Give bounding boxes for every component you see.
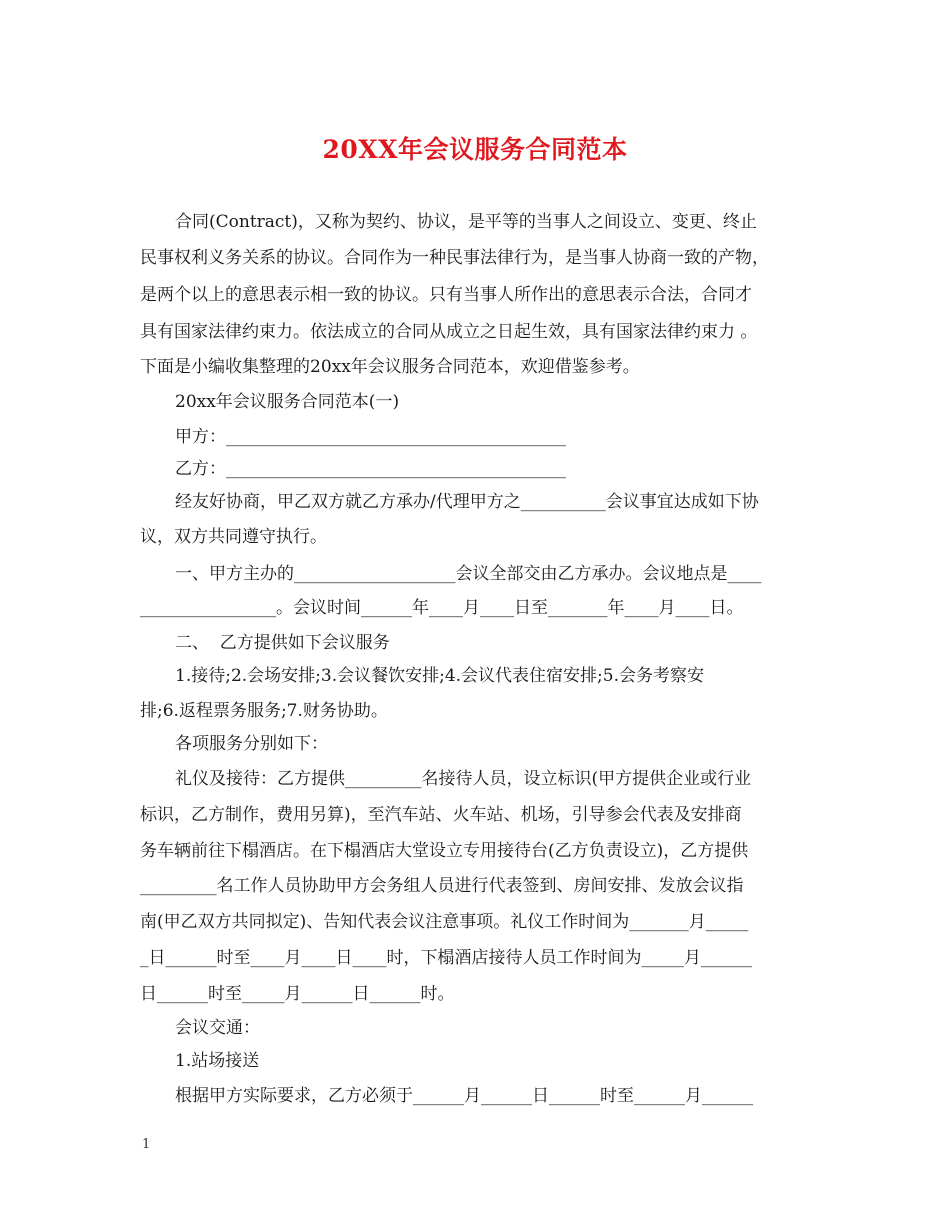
text-line: 标识，乙方制作，费用另算)，至汽车站、火车站、机场，引导参会代表及安排商 xyxy=(140,805,742,825)
text-line: ________________。会议时间______年____月____日至_______年____月____日。 xyxy=(140,598,744,618)
section-heading: 会议交通： xyxy=(175,1018,260,1038)
text-line: 经友好协商，甲乙双方就乙方承办/代理甲方之__________会议事宜达成如下协 xyxy=(175,492,759,512)
page-number: 1 xyxy=(142,1137,151,1152)
text-line: 合同(Contract)，又称为契约、协议，是平等的当事人之间设立、变更、终止 xyxy=(175,212,757,232)
text-line: 1.接待;2.会场安排;3.会议餐饮安排;4.会议代表住宿安排;5.会务考察安 xyxy=(175,666,705,686)
text-line: _________名工作人员协助甲方会务组人员进行代表签到、房间安排、发放会议指 xyxy=(140,876,744,896)
text-line: 根据甲方实际要求，乙方必须于______月______日______时至______月______ xyxy=(175,1086,753,1106)
text-line: 各项服务分别如下： xyxy=(175,734,328,754)
section-heading: 二、 乙方提供如下会议服务 xyxy=(175,633,390,653)
text-line: 礼仪及接待：乙方提供_________名接待人员，设立标识(甲方提供企业或行业 xyxy=(175,769,752,789)
section-heading: 20xx年会议服务合同范本(一) xyxy=(175,392,400,412)
text-line: 是两个以上的意思表示相一致的协议。只有当事人所作出的意思表示合法，合同才 xyxy=(140,285,752,305)
text-line: _日______时至____月____日____时，下榻酒店接待人员工作时间为_____月______ xyxy=(140,948,752,968)
party-a-field: 甲方：________________________________________ xyxy=(175,427,566,447)
text-line: 日______时至_____月______日______时。 xyxy=(140,984,455,1004)
text-line: 议，双方共同遵守执行。 xyxy=(140,527,327,547)
text-line: 具有国家法律约束力。依法成立的合同从成立之日起生效，具有国家法律约束力 。 xyxy=(140,322,758,342)
text-line: 南(甲乙双方共同拟定)、告知代表会议注意事项。礼仪工作时间为_______月_____ xyxy=(140,912,749,932)
document-title: 20XX年会议服务合同范本 xyxy=(322,135,628,164)
text-line: 排;6.返程票务服务;7.财务协助。 xyxy=(140,701,388,721)
text-line: 1.站场接送 xyxy=(175,1051,260,1071)
text-line: 务车辆前往下榻酒店。在下榻酒店大堂设立专用接待台(乙方负责设立)，乙方提供 xyxy=(140,841,749,861)
party-b-field: 乙方：________________________________________ xyxy=(175,459,566,479)
text-line: 一、甲方主办的___________________会议全部交由乙方承办。会议地点是____ xyxy=(175,564,762,584)
text-line: 下面是小编收集整理的20xx年会议服务合同范本，欢迎借鉴参考。 xyxy=(140,357,640,377)
text-line: 民事权利义务关系的协议。合同作为一种民事法律行为，是当事人协商一致的产物， xyxy=(140,248,769,268)
